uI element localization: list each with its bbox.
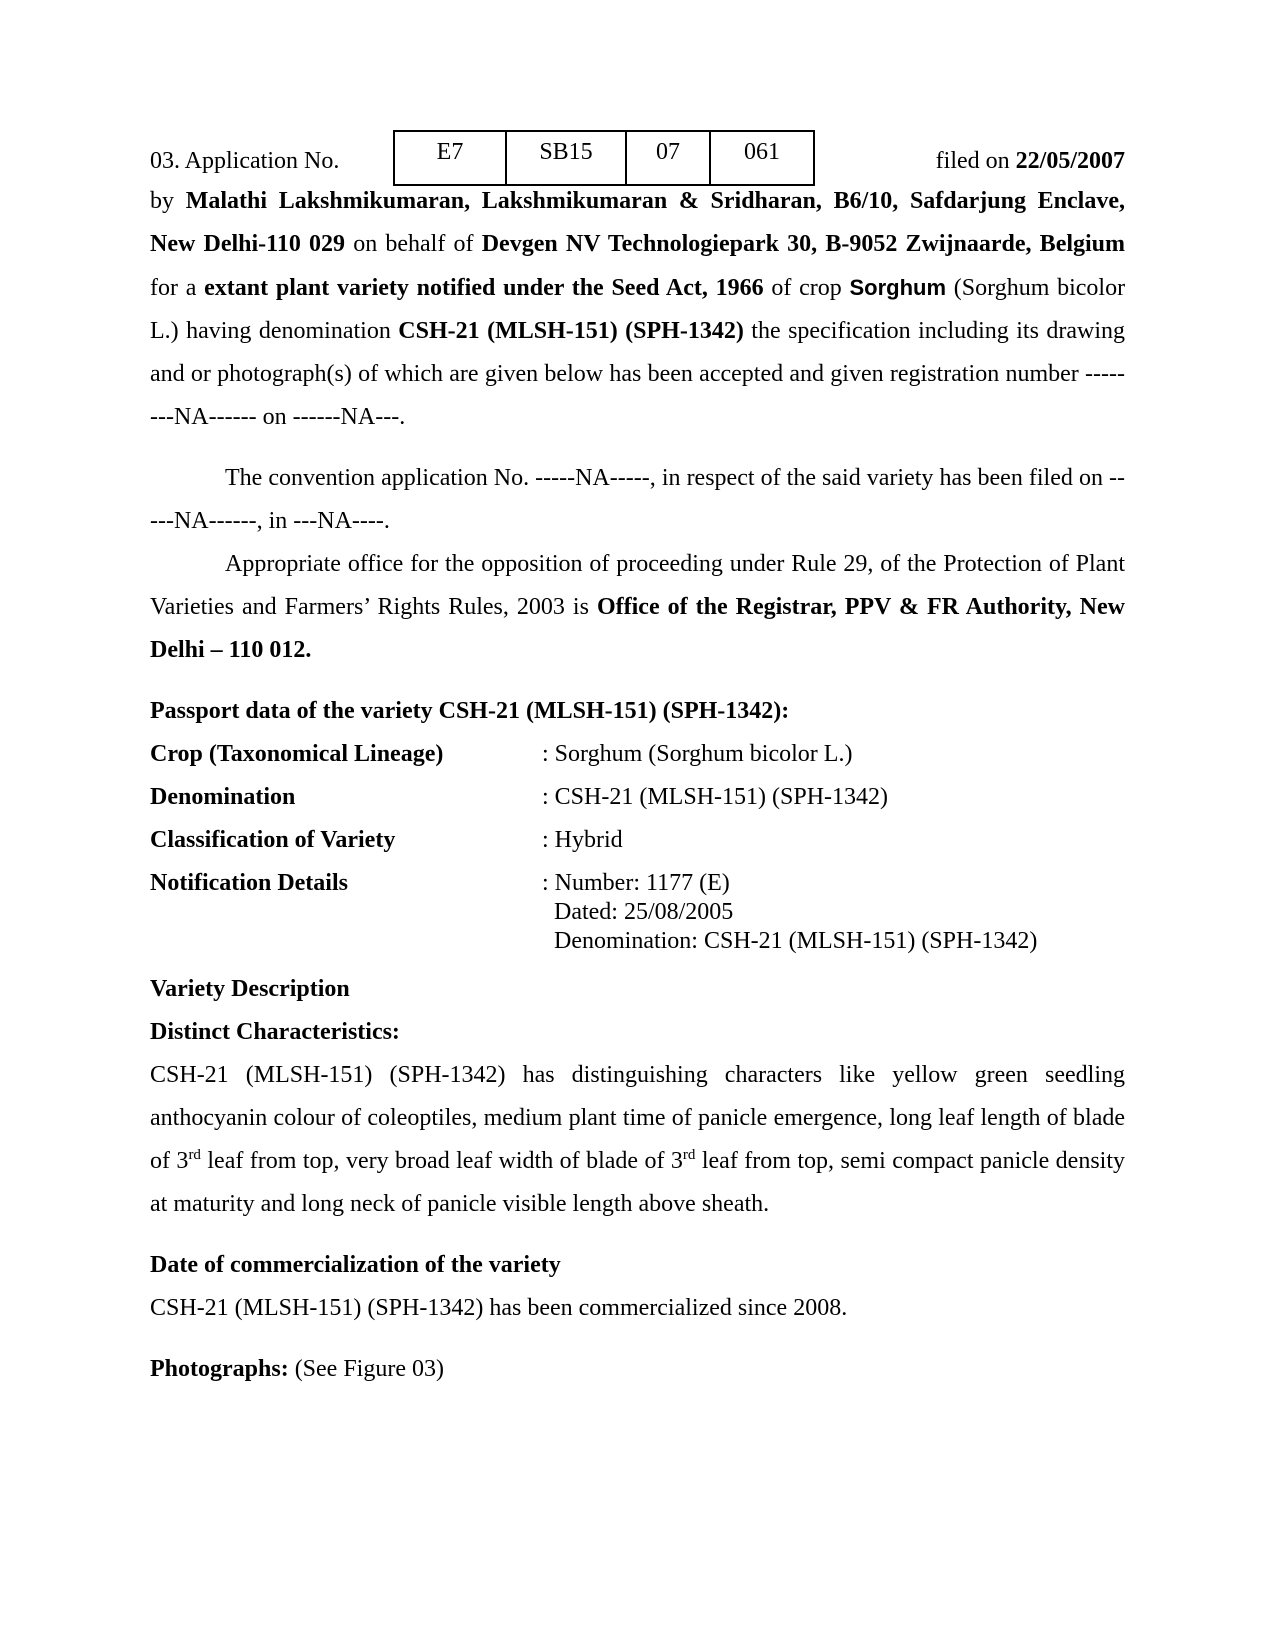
opposition-office: Office of the Registrar, PPV & FR Authority, New Delhi – 110 012. bbox=[150, 594, 1126, 663]
description-superscript-2: rd bbox=[682, 1147, 696, 1163]
commercialization-text: CSH-21 (MLSH-151) (SPH-1342) has been commercialized since 2008. bbox=[150, 1295, 848, 1321]
application-box-2: SB15 bbox=[506, 131, 626, 185]
notification-dated: Dated: 25/08/2005 bbox=[554, 899, 734, 925]
distinct-characteristics-heading: Distinct Characteristics: bbox=[150, 1019, 400, 1045]
variety-type: extant plant variety notified under the Seed Act, 1966 bbox=[204, 275, 764, 301]
intro-of-crop: of crop bbox=[771, 275, 842, 301]
intro-rest: the specification including its drawing and or photograph(s) of which are given below has been accepted and given registration number --------NA------ on ------NA---. bbox=[150, 318, 1125, 430]
opposition-paragraph bbox=[150, 543, 1125, 672]
owner-name: Devgen NV Technologiepark 30, B-9052 Zwijnaarde, Belgium bbox=[481, 231, 1126, 257]
notification-denomination: Denomination: CSH-21 (MLSH-151) (SPH-1342) bbox=[554, 928, 1038, 954]
crop-name: Sorghum bbox=[849, 275, 947, 300]
applicant-name: Malathi Lakshmikumaran, Lakshmikumaran & Sridharan, B6/10, Safdarjung Enclave, New Delhi-110 029 bbox=[150, 188, 1125, 257]
intro-paragraph bbox=[150, 180, 1125, 439]
passport-row-crop bbox=[150, 733, 1125, 776]
passport-denomination-value: : CSH-21 (MLSH-151) (SPH-1342) bbox=[542, 784, 889, 810]
passport-crop-label: Crop (Taxonomical Lineage) bbox=[150, 741, 444, 767]
convention-paragraph: The convention application No. -----NA-----, in respect of the said variety has been filed on -----NA------, in ---NA----. bbox=[150, 465, 1125, 534]
passport-heading: Passport data of the variety CSH-21 (MLSH-151) (SPH-1342): bbox=[150, 698, 790, 724]
passport-denomination-label: Denomination bbox=[150, 784, 296, 810]
passport-row-denomination bbox=[150, 776, 1125, 819]
filed-on bbox=[936, 148, 1125, 175]
opposition-text: Appropriate office for the opposition of proceeding under Rule 29, of the Protection of Plant Varieties and Farmers’ Rights Rules, 2003 is bbox=[150, 551, 1125, 620]
intro-by: by bbox=[150, 188, 174, 214]
application-box-3: 07 bbox=[626, 131, 710, 185]
intro-on-behalf: on behalf of bbox=[353, 231, 474, 257]
commercialization-heading: Date of commercialization of the variety bbox=[150, 1252, 561, 1278]
application-number-boxes bbox=[393, 130, 815, 186]
passport-notification-value bbox=[542, 862, 1125, 968]
passport-classification-value: : Hybrid bbox=[542, 827, 623, 853]
passport-row-classification bbox=[150, 819, 1125, 862]
variety-description-heading: Variety Description bbox=[150, 976, 350, 1002]
application-box-4: 061 bbox=[710, 131, 814, 185]
passport-crop-value: : Sorghum (Sorghum bicolor L.) bbox=[542, 741, 853, 767]
passport-classification-label: Classification of Variety bbox=[150, 827, 396, 853]
passport-row-notification bbox=[150, 862, 1125, 968]
description-part-1: CSH-21 (MLSH-151) (SPH-1342) has distinguishing characters like yellow green seedling anthocyanin colour of coleoptiles, medium plant time of panicle emergence, long leaf length of blade of 3 bbox=[150, 1062, 1125, 1174]
description-part-3: leaf from top, semi compact panicle density at maturity and long neck of panicle visible length above sheath. bbox=[150, 1148, 1125, 1217]
photographs-label: Photographs: bbox=[150, 1356, 289, 1382]
intro-species: (Sorghum bicolor L.) having denomination bbox=[150, 275, 1126, 344]
application-label: 03. Application No. bbox=[150, 148, 340, 174]
notification-number: : Number: 1177 (E) bbox=[542, 870, 730, 896]
description-part-2: leaf from top, very broad leaf width of blade of 3 bbox=[200, 1148, 683, 1174]
photographs-line bbox=[150, 1348, 1125, 1391]
document-body bbox=[150, 128, 1125, 1391]
photographs-text: (See Figure 03) bbox=[288, 1356, 444, 1382]
filed-date: 22/05/2007 bbox=[1015, 148, 1125, 174]
intro-for-a: for a bbox=[150, 275, 197, 301]
description-superscript-1: rd bbox=[188, 1147, 201, 1163]
intro-denomination: CSH-21 (MLSH-151) (SPH-1342) bbox=[398, 318, 744, 344]
passport-notification-label: Notification Details bbox=[150, 870, 348, 896]
filed-prefix: filed on bbox=[935, 148, 1010, 174]
application-box-1: E7 bbox=[394, 131, 506, 185]
application-line bbox=[150, 128, 1125, 180]
distinct-characteristics-paragraph bbox=[150, 1054, 1125, 1226]
